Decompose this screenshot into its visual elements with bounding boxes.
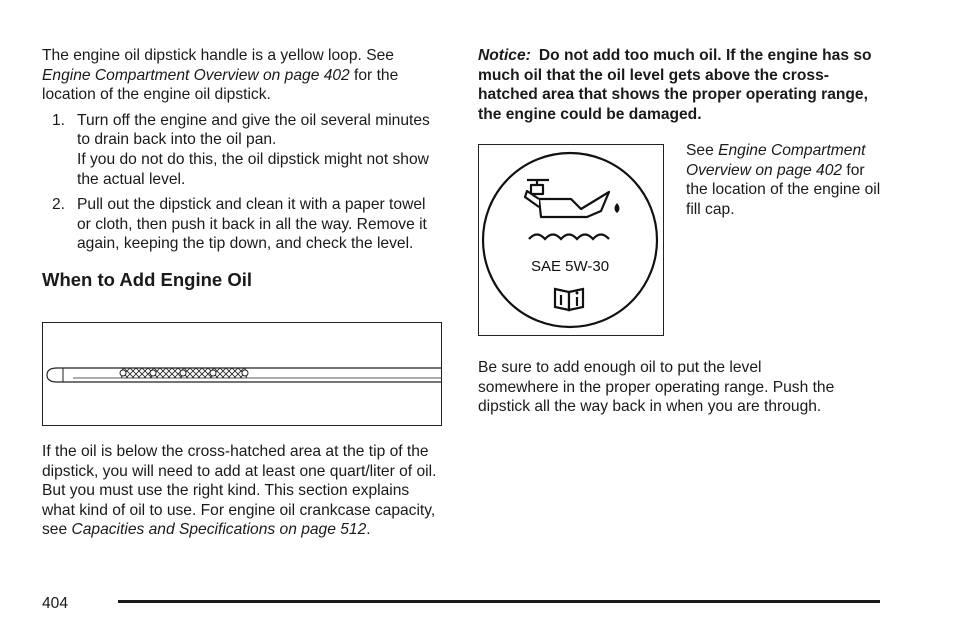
footer-rule: [118, 600, 880, 603]
dipstick-illustration: [42, 322, 442, 426]
list-item: [42, 195, 442, 254]
oil-fill-cap-illustration: [478, 144, 664, 336]
intro-paragraph: [42, 46, 442, 105]
right-column: [478, 46, 878, 124]
step-number: 2.: [52, 196, 66, 214]
fill-cap-location-paragraph: [686, 141, 886, 219]
intro-text-end: for the location of the engine oil dipstick.: [42, 66, 399, 104]
step-number: 1.: [52, 111, 66, 129]
compartment-page-reference: Engine Compartment Overview on page 402: [686, 142, 866, 179]
list-item: [42, 111, 442, 189]
capacities-page-reference: Capacities and Specifications on page 512: [71, 521, 367, 539]
see-text: See: [686, 142, 719, 159]
add-oil-text: If the oil is below the cross-hatched area at the tip of the dipstick, you will need to add at least one quart/liter of oil. But you must use the right kind. This section explains what kind of oil to use. For engine oil crankcase capacity, see: [42, 443, 437, 539]
intro-text: The engine oil dipstick handle is a yellow loop. See: [42, 47, 394, 64]
step-text-note: If you do not do this, the oil dipstick might not show the actual level.: [77, 150, 429, 188]
steps-list: [42, 111, 442, 254]
enough-oil-paragraph: Be sure to add enough oil to put the level somewhere in the proper operating range. Push the dipstick all the way back in when you are through.: [478, 359, 835, 416]
step-text: Turn off the engine and give the oil several minutes to drain back into the oil pan.: [77, 111, 430, 149]
page-number: 404: [42, 595, 69, 612]
step-text: Pull out the dipstick and clean it with a paper towel or cloth, then push it back in all the way. Remove it again, keeping the tip down, and check the level.: [77, 196, 427, 253]
owner-manual-icon: [555, 289, 583, 310]
left-column: [42, 46, 442, 292]
see-text-end: for the location of the engine oil fill cap.: [686, 161, 881, 218]
dipstick-icon: [43, 323, 441, 425]
oil-grade-label: SAE 5W-30: [530, 258, 610, 275]
add-oil-paragraph: [42, 442, 442, 540]
intro-page-reference: Engine Compartment Overview on page 402: [42, 66, 350, 84]
add-oil-text-end: .: [366, 521, 371, 539]
section-heading: When to Add Engine Oil: [42, 268, 252, 290]
notice-label: Notice:: [478, 47, 531, 64]
notice-paragraph: [478, 46, 878, 124]
notice-text: Do not add too much oil. If the engine has so much oil that the oil level gets above the cross-hatched area that shows the proper operating range, the engine could be damaged.: [478, 47, 872, 123]
oil-cap-icon: [479, 145, 663, 335]
